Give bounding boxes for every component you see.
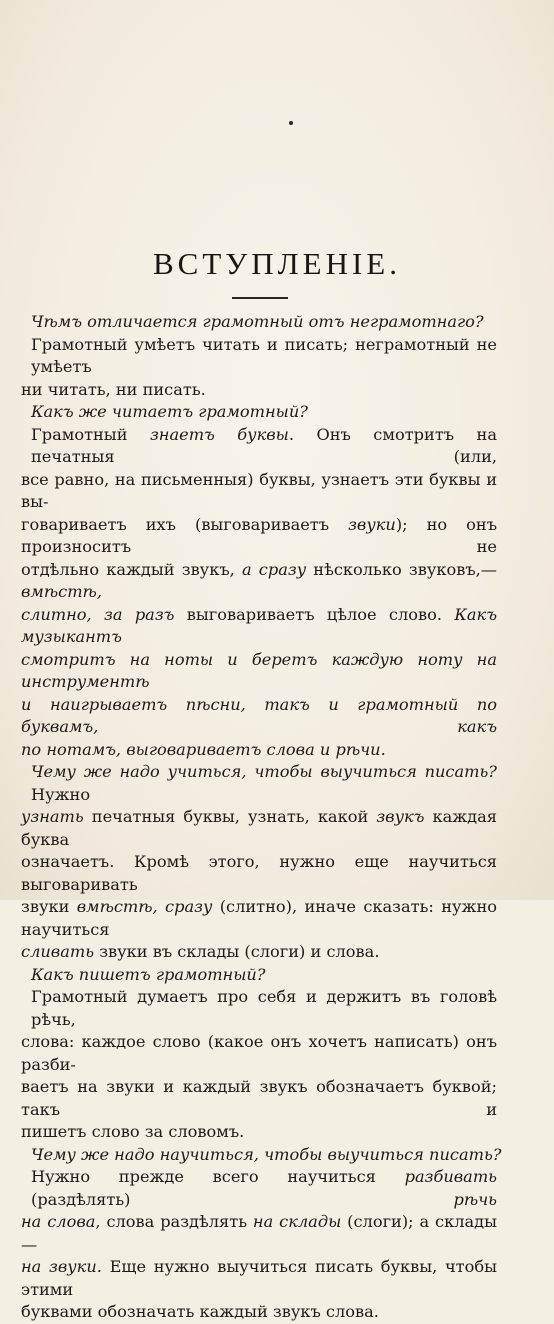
text-line: [21, 1144, 502, 1167]
text-line: [21, 986, 497, 1031]
italic-text: вмѣстѣ, сразу: [76, 897, 213, 916]
text-run: Нужно прежде всего научиться: [31, 1167, 405, 1186]
text-line: [21, 1166, 497, 1211]
italic-text: рѣчь: [453, 1189, 497, 1209]
text-run: , слова раздѣлять: [95, 1212, 253, 1231]
text-run: ни читать, ни писать.: [21, 379, 206, 399]
text-line: [21, 896, 497, 941]
body-text: [21, 311, 502, 1324]
text-run: слова: каждое слово (какое онъ хочетъ написать) онъ разби-: [21, 1032, 497, 1074]
text-run: (слитно), иначе сказать: нужно научиться: [21, 897, 497, 939]
text-run: говариваетъ ихъ (выговариваетъ: [21, 514, 349, 534]
italic-text: на склады: [252, 1212, 342, 1231]
chapter-title: ВСТУПЛЕНІЕ.: [153, 246, 401, 281]
italic-text: узнать: [21, 807, 84, 826]
text-line: [21, 649, 497, 694]
text-run: (слоги); а склады—: [21, 1212, 498, 1254]
text-line: [21, 694, 497, 739]
text-line: [21, 1031, 497, 1076]
italic-text: Чему же надо учиться, чтобы выучиться писать?: [31, 762, 497, 781]
italic-text: знаетъ буквы: [149, 424, 289, 444]
print-mark: [289, 121, 293, 125]
text-line: [21, 1076, 497, 1121]
text-run: звуки въ склады (слоги) и слова.: [94, 942, 380, 961]
text-line: [21, 514, 497, 559]
title-divider: [232, 297, 288, 299]
text-run: печатныя буквы, узнать, какой: [83, 807, 377, 826]
italic-text: смотритъ на ноты и беретъ каждую ноту на инструментѣ: [21, 649, 497, 691]
text-run: Еще нужно выучиться писать буквы, чтобы этими: [21, 1257, 497, 1299]
italic-text: Какъ музыкантъ: [21, 604, 497, 646]
italic-text: Чему же надо научиться, чтобы выучиться писать?: [31, 1144, 502, 1164]
text-run: отдѣльно каждый звукъ,: [21, 559, 242, 579]
text-line: [21, 424, 497, 469]
text-line: [21, 964, 497, 987]
text-run: пишетъ слово за словомъ.: [21, 1122, 245, 1141]
text-run: все равно, на письменныя) буквы, узнаетъ эти буквы и вы-: [21, 469, 497, 511]
italic-text: по нотамъ, выговариваетъ слова и рѣчи.: [21, 739, 386, 759]
text-run: выговариваетъ цѣлое слово.: [174, 604, 455, 624]
italic-text: на слова: [21, 1212, 96, 1231]
text-line: [21, 1121, 497, 1144]
text-run: Грамотный: [31, 424, 150, 444]
text-line: [21, 559, 497, 604]
italic-text: сливать: [21, 942, 95, 961]
italic-text: звукъ: [376, 807, 425, 826]
italic-text: на звуки.: [21, 1257, 102, 1276]
text-line: [21, 941, 497, 964]
text-line: [21, 1301, 497, 1324]
text-line: [21, 739, 497, 762]
text-line: [21, 311, 497, 334]
text-run: . Онъ смотритъ на печатныя (или,: [31, 424, 497, 466]
italic-text: Какъ пишетъ грамотный?: [31, 964, 266, 984]
text-run: ); но онъ произноситъ не: [21, 514, 497, 556]
text-run: Грамотный думаетъ про себя и держитъ въ головѣ рѣчь,: [31, 987, 497, 1029]
text-line: [21, 806, 497, 851]
italic-text: разбивать: [404, 1167, 497, 1186]
text-run: ваетъ на звуки и каждый звукъ обозначаетъ буквой; такъ и: [21, 1077, 497, 1119]
italic-text: звуки: [348, 514, 396, 534]
text-line: [21, 334, 497, 379]
text-run: буквами обозначать каждый звукъ слова.: [21, 1302, 379, 1321]
text-run: Нужно: [31, 784, 91, 804]
text-run: Грамотный умѣетъ читать и писать; неграмотный не умѣетъ: [31, 334, 497, 376]
text-run: (раздѣлять): [31, 1189, 454, 1209]
text-run: означаетъ. Кромѣ этого, нужно еще научиться выговаривать: [21, 852, 497, 894]
text-line: [21, 604, 497, 649]
italic-text: а сразу: [241, 559, 307, 579]
text-run: каждая буква: [21, 807, 497, 849]
text-line: [21, 761, 497, 806]
text-line: [21, 401, 497, 424]
italic-text: Чѣмъ отличается грамотный отъ неграмотнаго?: [31, 312, 484, 331]
italic-text: Какъ же читаетъ грамотный?: [31, 402, 308, 421]
text-line: [21, 1211, 497, 1256]
italic-text: и наигрываетъ пѣсни, такъ и грамотный по буквамъ, какъ: [21, 694, 497, 736]
italic-text: слитно, за разъ: [21, 604, 175, 624]
text-line: [21, 851, 497, 896]
text-run: нѣсколько звуковъ,—: [306, 559, 497, 579]
text-line: [21, 469, 497, 514]
text-line: [21, 1256, 497, 1301]
italic-text: вмѣстѣ,: [21, 582, 102, 601]
text-line: [21, 379, 497, 402]
text-run: звуки: [21, 897, 77, 916]
